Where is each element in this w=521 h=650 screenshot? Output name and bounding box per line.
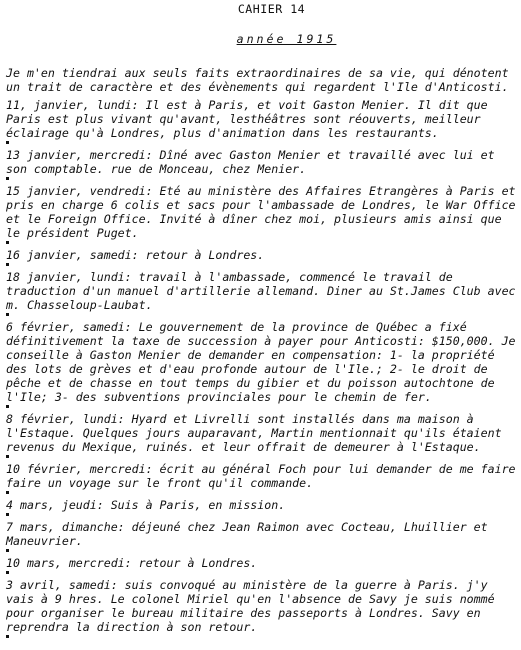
year-title: année 1915 <box>236 32 337 46</box>
notebook-header: CAHIER 14 <box>237 2 306 16</box>
journal-entry: 3 avril, samedi: suis convoqué au ministère de la guerre à Paris. j'y vais à 9 hres. Le colonel Miriel qu'en l'absence de Savy je suis nommé pour organiser le bureau militaire des passeports à Londres. Savy en reprendra la direction à son retour. <box>6 578 517 638</box>
journal-entry: 10 février, mercredi: écrit au général Foch pour lui demander de me faire faire un voyage sur le front qu'il commande. <box>6 462 517 494</box>
journal-entry: 7 mars, dimanche: déjeuné chez Jean Raimon avec Cocteau, Lhuillier et Maneuvrier. <box>6 520 517 552</box>
journal-entry: 10 mars, mercredi: retour à Londres. <box>6 556 517 574</box>
journal-entry: 15 janvier, vendredi: Eté au ministère des Affaires Etrangères à Paris et pris en charge 6 colis et sacs pour l'ambassade de Londres, le War Office et le Foreign Office. Invité à dîner chez moi, plusieurs amis ainsi que le président Puget. <box>6 184 517 244</box>
intro-paragraph: Je m'en tiendrai aux seuls faits extraordinaires de sa vie, qui dénotent un trait de caractère et des évènements qui regardent l'Ile d'Anticosti. <box>6 66 509 94</box>
journal-entry: 8 février, lundi: Hyard et Livrelli sont installés dans ma maison à l'Estaque. Quelques jours auparavant, Martin mentionnait qu'ils étaient revenus du Mexique, ruinés. et leur offrait de demeurer à l'Estaque. <box>6 412 517 458</box>
journal-entry: 6 février, samedi: Le gouvernement de la province de Québec a fixé définitivement la taxe de succession à payer pour Anticosti: $150,000. Je conseille à Gaston Menier de demander en compensation: 1- la propriété des lots de grèves et d'eau profonde autour de l'Ile.; 2- le droit de pêche et de chasse en tout temps du gibier et du poisson autochtone de l'Ile; 3- des subventions provinciales pour le chemin de fer. <box>6 320 517 408</box>
journal-entry: 4 mars, jeudi: Suis à Paris, en mission. <box>6 498 517 516</box>
journal-entry: 18 janvier, lundi: travail à l'ambassade, commencé le travail de traduction d'un manuel d'artillerie allemand. Diner au St.James Club avec m. Chasseloup-Laubat. <box>6 270 517 316</box>
journal-entries <box>6 98 517 638</box>
journal-entry: 13 janvier, mercredi: Dîné avec Gaston Menier et travaillé avec lui et son comptable. rue de Monceau, chez Menier. <box>6 148 517 180</box>
journal-entry: 11, janvier, lundi: Il est à Paris, et voit Gaston Menier. Il dit que Paris est plus vivant qu'avant, lesthéâtres sont réouverts, meilleur éclairage qu'à Londres, plus d'animation dans les restaurants. <box>6 98 517 144</box>
journal-entry: 16 janvier, samedi: retour à Londres. <box>6 248 517 266</box>
